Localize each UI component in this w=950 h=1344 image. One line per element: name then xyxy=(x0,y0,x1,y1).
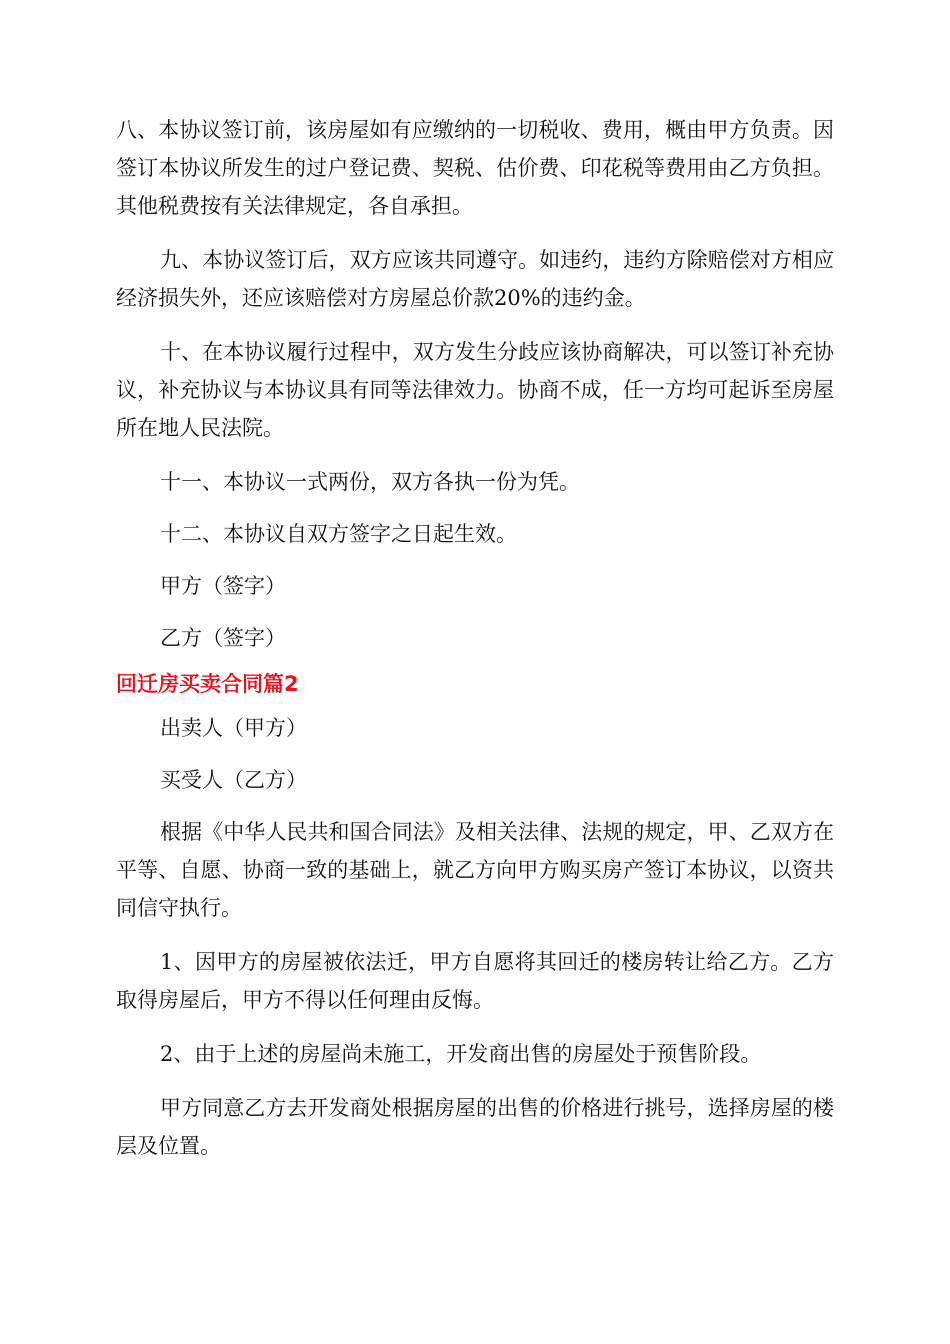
clause-1: 1、因甲方的房屋被依法迁，甲方自愿将其回迁的楼房转让给乙方。乙方取得房屋后，甲方不得以任何理由反悔。 xyxy=(116,950,834,1012)
clause-11: 十一、本协议一式两份，双方各执一份为凭。 xyxy=(160,470,580,494)
seller-line: 出卖人（甲方） xyxy=(160,716,307,740)
signature-party-a: 甲方（签字） xyxy=(160,574,286,598)
clause-12: 十二、本协议自双方签字之日起生效。 xyxy=(160,522,517,546)
buyer-line: 买受人（乙方） xyxy=(160,768,307,792)
document-page xyxy=(116,111,834,1165)
signature-party-b: 乙方（签字） xyxy=(160,626,286,650)
intro-paragraph: 根据《中华人民共和国合同法》及相关法律、法规的规定，甲、乙双方在平等、自愿、协商一致的基础上，就乙方向甲方购买房产签订本协议，以资共同信守执行。 xyxy=(116,820,834,920)
section-heading: 回迁房买卖合同篇2 xyxy=(116,672,299,696)
clause-10: 十、在本协议履行过程中，双方发生分歧应该协商解决，可以签订补充协议，补充协议与本协议具有同等法律效力。协商不成，任一方均可起诉至房屋所在地人民法院。 xyxy=(116,340,834,440)
clause-9: 九、本协议签订后，双方应该共同遵守。如违约，违约方除赔偿对方相应经济损失外，还应该赔偿对方房屋总价款20%的违约金。 xyxy=(116,248,834,310)
clause-2: 2、由于上述的房屋尚未施工，开发商出售的房屋处于预售阶段。 xyxy=(160,1042,762,1066)
clause-8: 八、本协议签订前，该房屋如有应缴纳的一切税收、费用，概由甲方负责。因签订本协议所发生的过户登记费、契税、估价费、印花税等费用由乙方负担。其他税费按有关法律规定，各自承担。 xyxy=(116,118,834,218)
clause-3: 甲方同意乙方去开发商处根据房屋的出售的价格进行挑号，选择房屋的楼层及位置。 xyxy=(116,1096,834,1158)
